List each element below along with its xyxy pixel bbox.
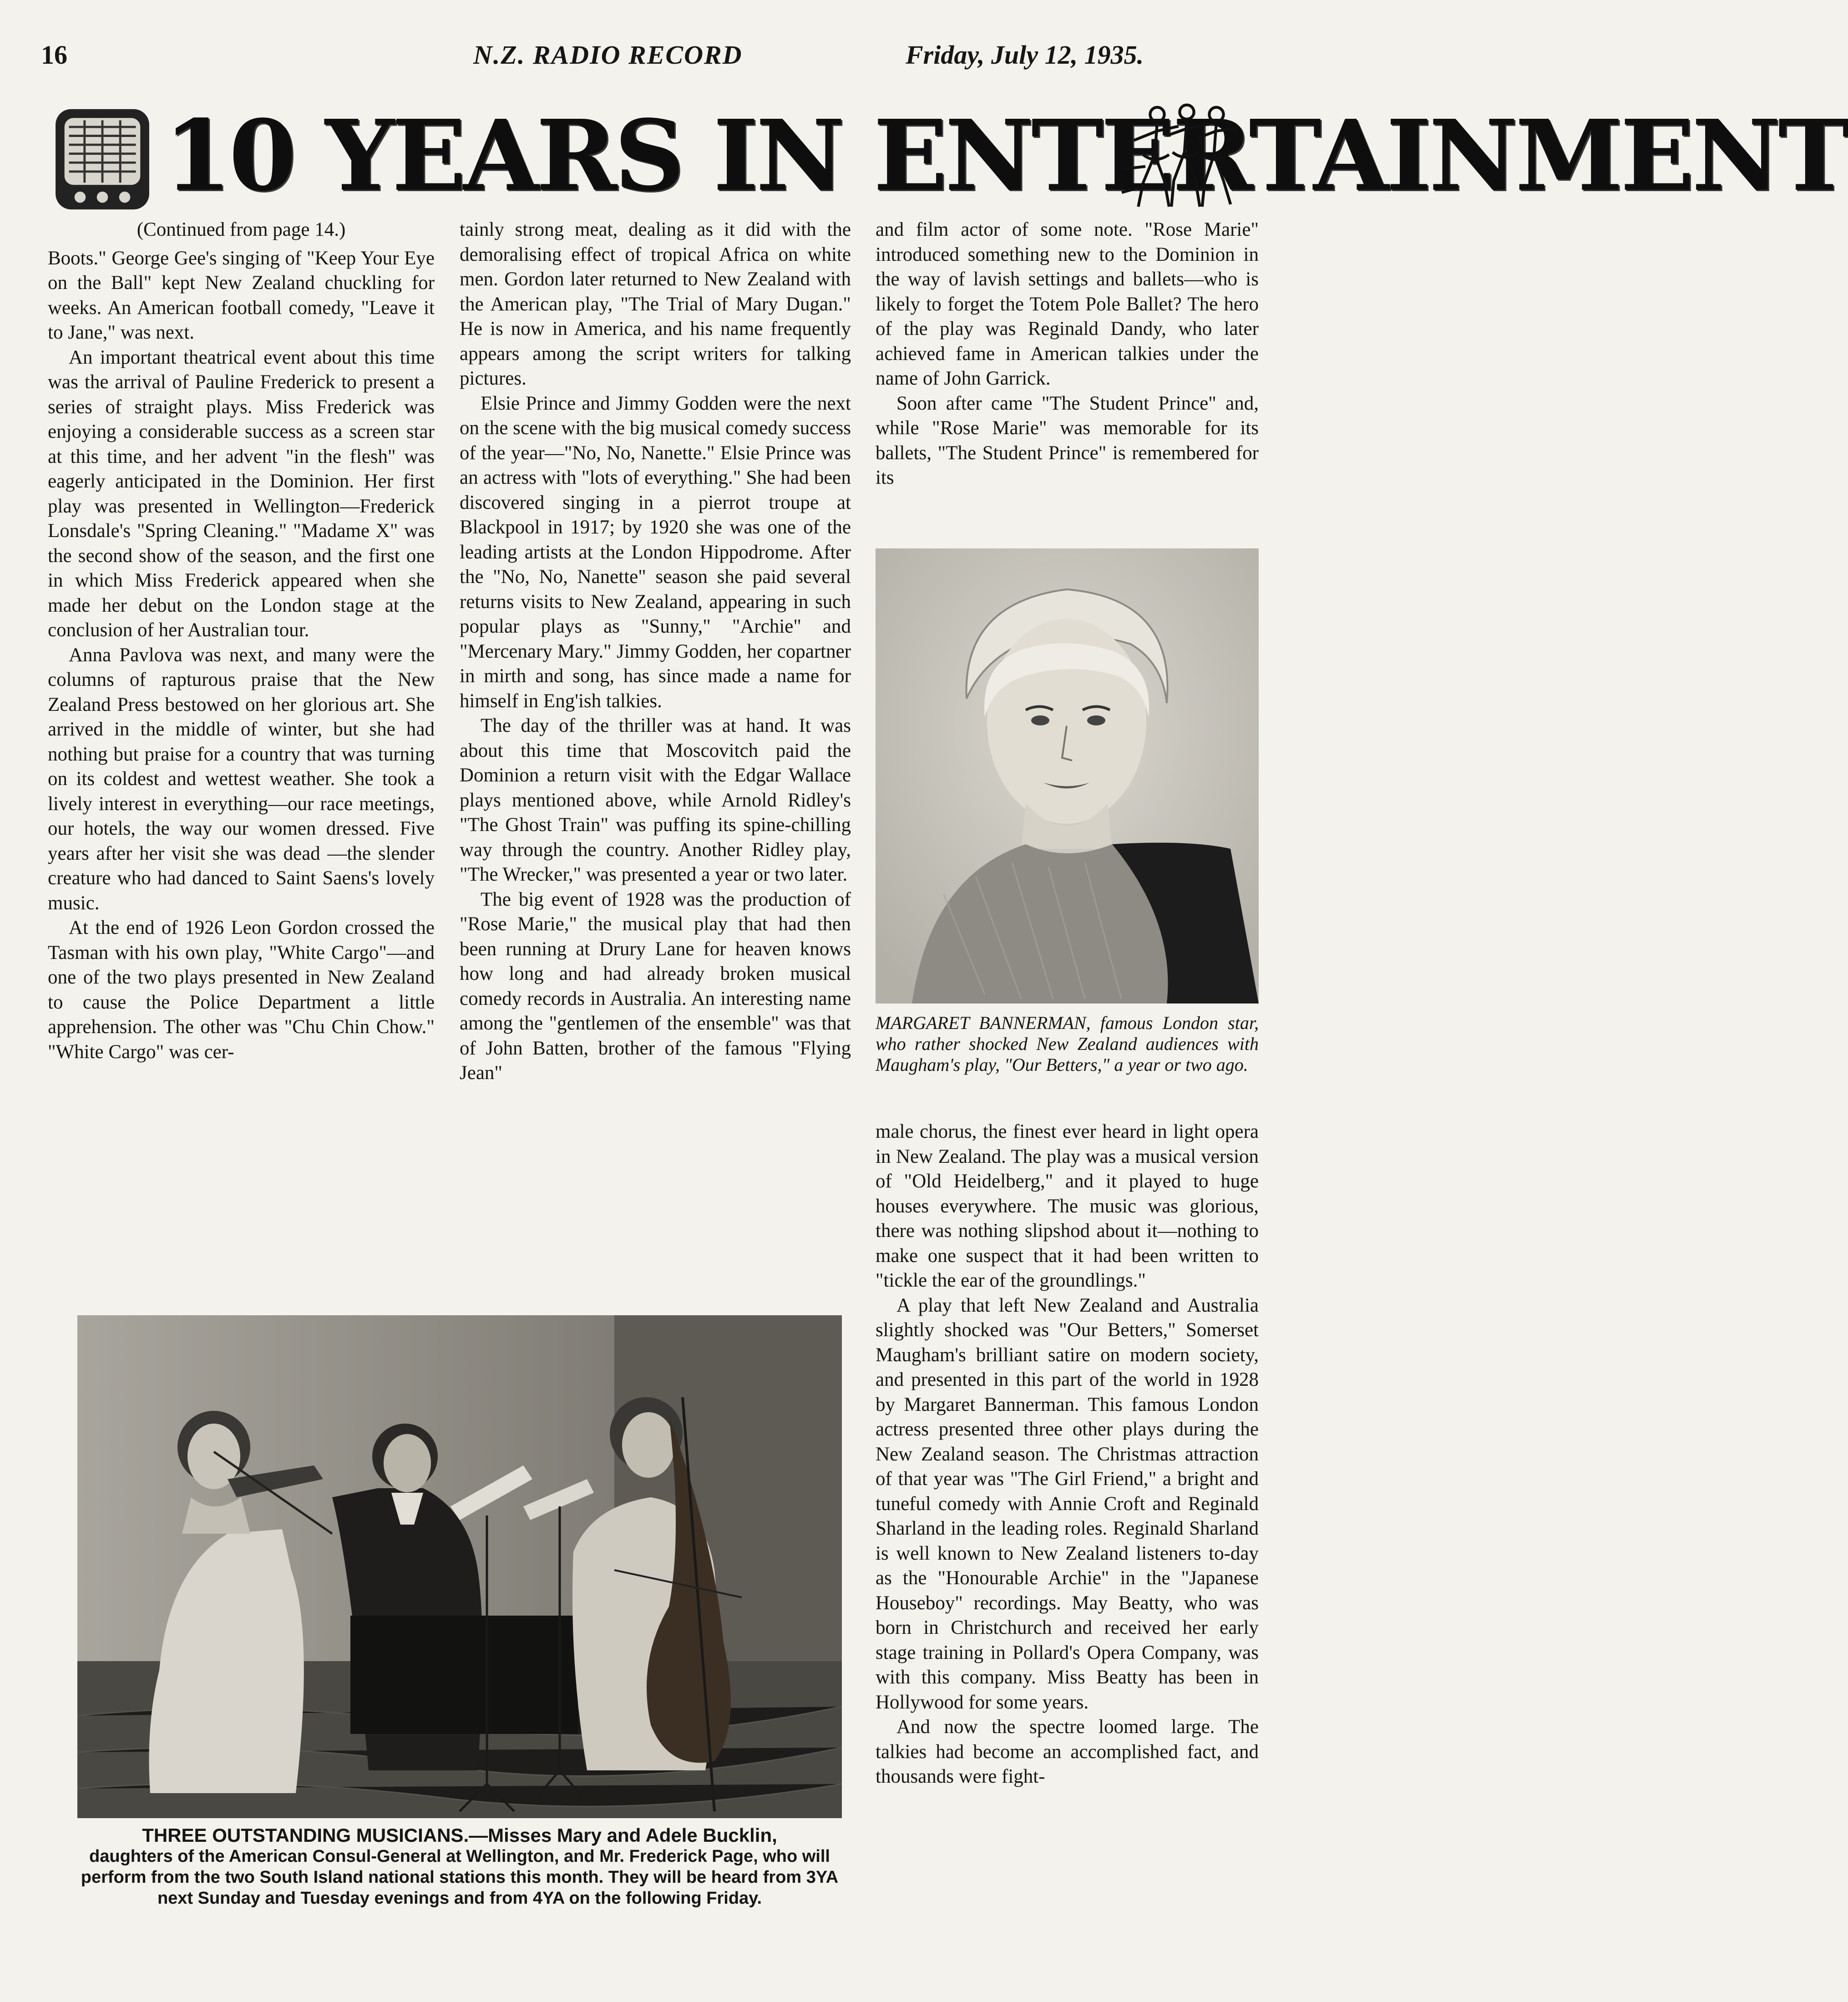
publication-title: N.Z. RADIO RECORD — [473, 40, 743, 70]
portrait-caption: MARGARET BANNERMAN, famous London star, who rather shocked New Zealand audiences with Maugham's play, "Our Betters," a year or two ago. — [876, 1013, 1259, 1075]
portrait-photo — [876, 548, 1259, 1004]
paragraph: Soon after came "The Student Prince" and, while "Rose Marie" was memorable for its ballets, "The Student Prince" is remembered for its — [876, 392, 1259, 488]
continued-note: (Continued from page 14.) — [137, 219, 346, 240]
paragraph: A play that left New Zealand and Australia slightly shocked was "Our Betters," Somerset Maugham's brilliant satire on modern society, and presented in this part of the world in 1928 by Margaret Bannerman. This famous London actress presented three other plays during the New Zealand season. The Christmas attraction of that year was "The Girl Friend," a bright and tuneful comedy with Annie Croft and Reginald Sharland in the leading roles. Reginald Sharland is well known to New Zealand listeners to-day as the "Honourable Archie" in the "Japanese Houseboy" recordings. May Beatty, who was born in Christchurch and received her early stage training in Pollard's Opera Company, was with this company. Miss Beatty has been in Hollywood for some years. — [876, 1294, 1259, 1713]
chorus-dancers-icon — [1117, 98, 1245, 216]
musicians-photo — [77, 1315, 842, 1818]
paragraph: An important theatrical event about this time was the arrival of Pauline Frederick to present a series of straight plays. Miss Frederick was enjoying a considerable success as a screen star at this time, and her advent "in the flesh" was eagerly anticipated in the Dominion. Her first play was presented in Wellington—Frederick Lonsdale's "Spring Cleaning." "Madame X" was the second show of the season, and the first one in which Miss Frederick appeared when she made her debut on the London stage at the conclusion of her Australian tour. — [48, 346, 435, 641]
paragraph: Anna Pavlova was next, and many were the columns of rapturous praise that the New Zealand Press bestowed on her glorious art. She arrived in the middle of winter, but she had nothing but praise for a country that was turning on its coldest and wettest weather. She took a lively interest in everything—our race meetings, our hotels, the way our women dressed. Five years after her visit she was dead —the slender creature who had danced to Saint Saens's lovely music. — [48, 644, 435, 914]
paragraph: And now the spectre loomed large. The talkies had become an accomplished fact, and thousands were fight- — [876, 1716, 1259, 1787]
issue-date: Friday, July 12, 1935. — [906, 40, 1144, 70]
paragraph: male chorus, the finest ever heard in light opera in New Zealand. The play was a musical version of "Old Heidelberg," and it played to huge houses everywhere. The music was glorious, there was nothing slipshod about it—nothing to make one suspect that it had been written to "tickle the ear of the groundlings." — [876, 1121, 1259, 1291]
musicians-caption — [68, 1825, 851, 1989]
paragraph: and film actor of some note. "Rose Marie" introduced something new to the Dominion in the way of lavish settings and ballets—who is likely to forget the Totem Pole Ballet? The hero of the play was Reginald Dandy, who later achieved fame in American talkies under the name of John Garrick. — [876, 219, 1259, 389]
radio-set-icon — [46, 102, 159, 214]
article-column-3-top — [876, 218, 1259, 541]
page-number: 16 — [41, 40, 67, 70]
section-banner — [46, 98, 1848, 216]
paragraph: tainly strong meat, dealing as it did with the demoralising effect of tropical Africa on white men. Gordon later returned to New Zealand with the American play, "The Trial of Mary Dugan." He is now in America, and his name frequently appears among the script writers for talking pictures. — [460, 219, 851, 389]
banner-title: 10 YEARS IN ENTERTAINMENT — [164, 99, 1848, 213]
caption-lead: THREE OUTSTANDING MUSICIANS.—Misses Mary and Adele Bucklin, — [142, 1825, 777, 1846]
article-column-2 — [460, 218, 851, 1314]
paragraph: Elsie Prince and Jimmy Godden were the next on the scene with the big musical comedy success of the year—"No, No, Nanette." Elsie Prince was an actress with "lots of everything." She had been discovered singing in a pierrot troupe at Blackpool in 1917; by 1920 she was one of the leading artists at the London Hippodrome. After the "No, No, Nanette" season she paid several returns visits to New Zealand, appearing in such popular plays as "Sunny," "Archie" and "Mercenary Mary." Jimmy Godden, her copartner in mirth and song, has since made a name for himself in Eng'ish talkies. — [460, 392, 851, 712]
paragraph: At the end of 1926 Leon Gordon crossed the Tasman with his own play, "White Cargo"—and one of the two plays presented in New Zealand to cause the Police Department a little apprehension. The other was "Chu Chin Chow." "White Cargo" was cer- — [48, 917, 435, 1063]
paragraph: Boots." George Gee's singing of "Keep Your Eye on the Ball" kept New Zealand chuckling for weeks. An American football comedy, "Leave it to Jane," was next. — [48, 247, 435, 343]
caption-body: daughters of the American Consul-General at Wellington, and Mr. Frederick Page, who will perform from the two South Island national stations this month. They will be heard from 3YA next Sunday and Tuesday evenings and from 4YA on the following Friday. — [81, 1847, 839, 1908]
article-column-3-bottom — [876, 1120, 1259, 1980]
paragraph: The big event of 1928 was the production of "Rose Marie," the musical play that had then been running at Drury Lane for heaven knows how long and had already broken musical comedy records in Australia. An interesting name among the "gentlemen of the ensemble" was that of John Batten, brother of the famous "Flying Jean" — [460, 888, 851, 1084]
article-column-1 — [48, 218, 435, 1314]
paragraph: The day of the thriller was at hand. It was about this time that Moscovitch paid the Dominion a return visit with the Edgar Wallace plays mentioned above, while Arnold Ridley's "The Ghost Train" was puffing its spine-chilling way through the country. Another Ridley play, "The Wrecker," was presented a year or two later. — [460, 715, 851, 885]
